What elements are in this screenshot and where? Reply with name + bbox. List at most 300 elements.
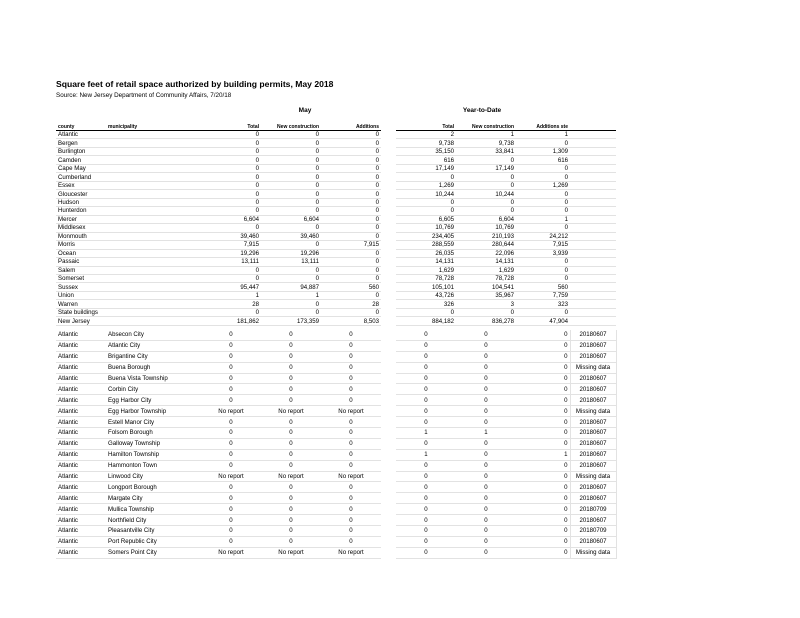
county-name: Gloucester bbox=[56, 190, 106, 198]
may-additions: 0 bbox=[321, 373, 381, 384]
municipality-row bbox=[56, 340, 616, 351]
report-status: 20180607 bbox=[570, 515, 616, 526]
municipality-name: Longport Borough bbox=[106, 482, 201, 493]
status-cell bbox=[570, 181, 616, 189]
county-name: Atlantic bbox=[56, 406, 106, 417]
spacer-cell bbox=[381, 460, 396, 471]
ytd-additions: 3,939 bbox=[516, 249, 570, 257]
ytd-total: 0 bbox=[396, 438, 456, 449]
may-additions: 0 bbox=[321, 139, 381, 147]
may-total: 0 bbox=[201, 181, 261, 189]
ytd-new-construction: 836,278 bbox=[456, 317, 516, 325]
may-total: 0 bbox=[201, 428, 261, 439]
spacer-cell bbox=[381, 471, 396, 482]
may-additions: 0 bbox=[321, 417, 381, 428]
county-name: Atlantic bbox=[56, 493, 106, 504]
county-name: State buildings bbox=[56, 308, 106, 316]
county-name: New Jersey bbox=[56, 317, 106, 325]
ytd-new-construction: 0 bbox=[456, 515, 516, 526]
ytd-additions: 0 bbox=[516, 173, 570, 181]
county-name: Atlantic bbox=[56, 395, 106, 406]
ytd-new-construction: 210,193 bbox=[456, 232, 516, 240]
spacer-cell bbox=[381, 232, 396, 240]
status-cell bbox=[570, 308, 616, 316]
ytd-new-construction: 0 bbox=[456, 207, 516, 215]
ytd-new-construction: 0 bbox=[456, 482, 516, 493]
ytd-new-construction: 1,629 bbox=[456, 266, 516, 274]
spacer-cell bbox=[381, 266, 396, 274]
county-name: Atlantic bbox=[56, 438, 106, 449]
municipality-row bbox=[56, 493, 616, 504]
report-status: Missing data bbox=[570, 406, 616, 417]
may-section-header: May bbox=[298, 107, 312, 114]
ytd-additions: 0 bbox=[516, 362, 570, 373]
status-cell bbox=[570, 173, 616, 181]
municipality-name: Hammonton Town bbox=[106, 460, 201, 471]
report-status: 20180607 bbox=[570, 482, 616, 493]
spacer-cell bbox=[381, 181, 396, 189]
county-name: Atlantic bbox=[56, 131, 106, 139]
report-status: 20180709 bbox=[570, 504, 616, 515]
municipality-name: Mullica Township bbox=[106, 504, 201, 515]
municipality-cell bbox=[106, 258, 201, 266]
ytd-total: 35,150 bbox=[396, 147, 456, 155]
may-total: 0 bbox=[201, 362, 261, 373]
report-status: Missing data bbox=[570, 471, 616, 482]
ytd-total: 0 bbox=[396, 515, 456, 526]
ytd-section-header: Year-to-Date bbox=[462, 107, 502, 114]
municipality-row bbox=[56, 536, 616, 547]
spacer-cell bbox=[381, 156, 396, 164]
ytd-additions: 47,904 bbox=[516, 317, 570, 325]
ytd-new-construction: 0 bbox=[456, 362, 516, 373]
may-new-construction: 0 bbox=[261, 330, 321, 340]
may-new-construction: 0 bbox=[261, 515, 321, 526]
may-new-construction: No report bbox=[261, 406, 321, 417]
municipality-name: Absecon City bbox=[106, 330, 201, 340]
may-total: 0 bbox=[201, 164, 261, 172]
col-ytd-new-header: New construction bbox=[456, 122, 516, 131]
may-new-construction: 0 bbox=[261, 536, 321, 547]
report-title: Square feet of retail space authorized by building permits, May 2018 bbox=[56, 79, 334, 89]
ytd-total: 0 bbox=[396, 482, 456, 493]
spacer-cell bbox=[381, 384, 396, 395]
spacer-cell bbox=[381, 249, 396, 257]
county-row bbox=[56, 164, 616, 172]
may-new-construction: 0 bbox=[261, 428, 321, 439]
may-new-construction: 0 bbox=[261, 224, 321, 232]
may-total: 0 bbox=[201, 147, 261, 155]
municipality-name: Estell Manor City bbox=[106, 417, 201, 428]
may-total: 0 bbox=[201, 274, 261, 282]
municipality-name: Margate City bbox=[106, 493, 201, 504]
col-may-total-header: Total bbox=[201, 122, 261, 131]
county-name: Bergen bbox=[56, 139, 106, 147]
county-name: Atlantic bbox=[56, 417, 106, 428]
ytd-total: 1 bbox=[396, 428, 456, 439]
municipality-name: Port Republic City bbox=[106, 536, 201, 547]
county-name: Warren bbox=[56, 300, 106, 308]
ytd-new-construction: 0 bbox=[456, 547, 516, 558]
county-row bbox=[56, 147, 616, 155]
may-additions: 0 bbox=[321, 207, 381, 215]
county-summary-table bbox=[56, 122, 616, 326]
municipality-row bbox=[56, 504, 616, 515]
report-status: 20180607 bbox=[570, 536, 616, 547]
may-total: 1 bbox=[201, 291, 261, 299]
may-total: 0 bbox=[201, 482, 261, 493]
may-additions: 0 bbox=[321, 438, 381, 449]
may-total: 0 bbox=[201, 449, 261, 460]
ytd-total: 0 bbox=[396, 417, 456, 428]
municipality-cell bbox=[106, 291, 201, 299]
may-additions: 0 bbox=[321, 504, 381, 515]
county-row bbox=[56, 258, 616, 266]
may-total: 0 bbox=[201, 395, 261, 406]
spacer-cell bbox=[381, 526, 396, 537]
ytd-additions: 0 bbox=[516, 330, 570, 340]
municipality-cell bbox=[106, 173, 201, 181]
may-total: 6,604 bbox=[201, 215, 261, 223]
status-cell bbox=[570, 198, 616, 206]
may-new-construction: 0 bbox=[261, 395, 321, 406]
county-name: Middlesex bbox=[56, 224, 106, 232]
col-ytd-total-header: Total bbox=[396, 122, 456, 131]
status-cell bbox=[570, 291, 616, 299]
may-total: 28 bbox=[201, 300, 261, 308]
may-new-construction: 0 bbox=[261, 241, 321, 249]
ytd-new-construction: 0 bbox=[456, 373, 516, 384]
county-row bbox=[56, 224, 616, 232]
ytd-additions: 0 bbox=[516, 482, 570, 493]
ytd-new-construction: 280,644 bbox=[456, 241, 516, 249]
municipality-name: Folsom Borough bbox=[106, 428, 201, 439]
spacer-cell bbox=[381, 317, 396, 325]
report-status: 20180607 bbox=[570, 395, 616, 406]
may-additions: 0 bbox=[321, 181, 381, 189]
municipality-name: Pleasantville City bbox=[106, 526, 201, 537]
ytd-new-construction: 1 bbox=[456, 131, 516, 139]
may-total: 0 bbox=[201, 308, 261, 316]
may-total: 0 bbox=[201, 173, 261, 181]
spacer-cell bbox=[381, 493, 396, 504]
may-new-construction: 173,359 bbox=[261, 317, 321, 325]
report-status: 20180607 bbox=[570, 449, 616, 460]
ytd-total: 0 bbox=[396, 362, 456, 373]
may-total: 39,460 bbox=[201, 232, 261, 240]
ytd-additions: 1 bbox=[516, 131, 570, 139]
ytd-new-construction: 10,244 bbox=[456, 190, 516, 198]
may-new-construction: 0 bbox=[261, 139, 321, 147]
ytd-total: 1,629 bbox=[396, 266, 456, 274]
municipality-row bbox=[56, 330, 616, 340]
ytd-total: 0 bbox=[396, 173, 456, 181]
ytd-new-construction: 0 bbox=[456, 417, 516, 428]
municipality-name: Atlantic City bbox=[106, 340, 201, 351]
ytd-total: 78,728 bbox=[396, 274, 456, 282]
county-name: Atlantic bbox=[56, 330, 106, 340]
ytd-additions: 0 bbox=[516, 471, 570, 482]
spacer-cell bbox=[381, 547, 396, 558]
county-row bbox=[56, 241, 616, 249]
municipality-name: Egg Harbor Township bbox=[106, 406, 201, 417]
report-status: 20180607 bbox=[570, 351, 616, 362]
county-name: Somerset bbox=[56, 274, 106, 282]
ytd-additions: 1,269 bbox=[516, 181, 570, 189]
status-cell bbox=[570, 317, 616, 325]
ytd-additions: 7,915 bbox=[516, 241, 570, 249]
may-additions: 0 bbox=[321, 395, 381, 406]
ytd-total: 0 bbox=[396, 373, 456, 384]
municipality-cell bbox=[106, 156, 201, 164]
municipality-name: Northfield City bbox=[106, 515, 201, 526]
ytd-additions: 0 bbox=[516, 460, 570, 471]
county-name: Morris bbox=[56, 241, 106, 249]
may-total: 0 bbox=[201, 373, 261, 384]
county-row bbox=[56, 198, 616, 206]
may-total: 0 bbox=[201, 536, 261, 547]
county-row bbox=[56, 274, 616, 282]
ytd-new-construction: 35,967 bbox=[456, 291, 516, 299]
ytd-total: 0 bbox=[396, 460, 456, 471]
may-additions: 0 bbox=[321, 190, 381, 198]
county-name: Atlantic bbox=[56, 428, 106, 439]
ytd-total: 0 bbox=[396, 406, 456, 417]
ytd-new-construction: 0 bbox=[456, 308, 516, 316]
county-row bbox=[56, 283, 616, 291]
spacer-cell bbox=[381, 362, 396, 373]
municipality-name: Egg Harbor City bbox=[106, 395, 201, 406]
spacer-cell bbox=[381, 224, 396, 232]
ytd-new-construction: 0 bbox=[456, 526, 516, 537]
spacer-cell bbox=[381, 300, 396, 308]
may-new-construction: 0 bbox=[261, 181, 321, 189]
municipality-row bbox=[56, 417, 616, 428]
ytd-total: 10,244 bbox=[396, 190, 456, 198]
spacer-cell bbox=[381, 417, 396, 428]
report-status: 20180607 bbox=[570, 330, 616, 340]
county-name: Atlantic bbox=[56, 536, 106, 547]
municipality-cell bbox=[106, 207, 201, 215]
ytd-new-construction: 0 bbox=[456, 504, 516, 515]
municipality-cell bbox=[106, 190, 201, 198]
may-total: 0 bbox=[201, 493, 261, 504]
col-county-header: county bbox=[56, 122, 106, 131]
county-row bbox=[56, 131, 616, 139]
ytd-total: 1,269 bbox=[396, 181, 456, 189]
spacer-cell bbox=[381, 173, 396, 181]
spacer-cell bbox=[381, 438, 396, 449]
may-new-construction: 0 bbox=[261, 340, 321, 351]
may-new-construction: 0 bbox=[261, 308, 321, 316]
ytd-additions: 0 bbox=[516, 547, 570, 558]
county-name: Atlantic bbox=[56, 515, 106, 526]
ytd-total: 0 bbox=[396, 395, 456, 406]
ytd-new-construction: 0 bbox=[456, 384, 516, 395]
ytd-new-construction: 78,728 bbox=[456, 274, 516, 282]
county-name: Atlantic bbox=[56, 460, 106, 471]
status-cell bbox=[570, 207, 616, 215]
may-total: 0 bbox=[201, 417, 261, 428]
county-name: Salem bbox=[56, 266, 106, 274]
ytd-additions: 24,212 bbox=[516, 232, 570, 240]
county-name: Atlantic bbox=[56, 373, 106, 384]
may-additions: 0 bbox=[321, 224, 381, 232]
ytd-new-construction: 3 bbox=[456, 300, 516, 308]
municipality-name: Brigantine City bbox=[106, 351, 201, 362]
county-row bbox=[56, 232, 616, 240]
county-row bbox=[56, 249, 616, 257]
may-additions: 0 bbox=[321, 362, 381, 373]
may-additions: 7,915 bbox=[321, 241, 381, 249]
report-status: 20180607 bbox=[570, 493, 616, 504]
ytd-additions: 0 bbox=[516, 351, 570, 362]
ytd-new-construction: 0 bbox=[456, 438, 516, 449]
may-new-construction: 0 bbox=[261, 351, 321, 362]
ytd-total: 288,559 bbox=[396, 241, 456, 249]
municipality-name: Corbin City bbox=[106, 384, 201, 395]
may-total: 0 bbox=[201, 330, 261, 340]
may-additions: 0 bbox=[321, 384, 381, 395]
county-name: Hudson bbox=[56, 198, 106, 206]
may-new-construction: 0 bbox=[261, 493, 321, 504]
county-row bbox=[56, 156, 616, 164]
spacer-cell bbox=[381, 330, 396, 340]
may-new-construction: 0 bbox=[261, 164, 321, 172]
spacer-cell bbox=[381, 308, 396, 316]
ytd-total: 0 bbox=[396, 198, 456, 206]
may-total: No report bbox=[201, 406, 261, 417]
county-name: Atlantic bbox=[56, 482, 106, 493]
county-name: Union bbox=[56, 291, 106, 299]
county-name: Burlington bbox=[56, 147, 106, 155]
municipality-row bbox=[56, 362, 616, 373]
may-additions: 0 bbox=[321, 428, 381, 439]
ytd-new-construction: 10,769 bbox=[456, 224, 516, 232]
status-cell bbox=[570, 241, 616, 249]
spacer-cell bbox=[381, 515, 396, 526]
ytd-new-construction: 0 bbox=[456, 493, 516, 504]
may-additions: 0 bbox=[321, 340, 381, 351]
municipality-row bbox=[56, 515, 616, 526]
may-new-construction: No report bbox=[261, 471, 321, 482]
may-total: 0 bbox=[201, 156, 261, 164]
county-name: Atlantic bbox=[56, 384, 106, 395]
county-name: Ocean bbox=[56, 249, 106, 257]
municipality-cell bbox=[106, 181, 201, 189]
ytd-total: 0 bbox=[396, 384, 456, 395]
may-new-construction: 0 bbox=[261, 300, 321, 308]
municipality-row bbox=[56, 438, 616, 449]
ytd-new-construction: 22,096 bbox=[456, 249, 516, 257]
spacer-cell bbox=[381, 215, 396, 223]
may-additions: 0 bbox=[321, 460, 381, 471]
may-new-construction: 0 bbox=[261, 147, 321, 155]
ytd-additions: 0 bbox=[516, 384, 570, 395]
may-additions: 0 bbox=[321, 131, 381, 139]
report-status: 20180607 bbox=[570, 373, 616, 384]
ytd-new-construction: 0 bbox=[456, 406, 516, 417]
ytd-new-construction: 0 bbox=[456, 395, 516, 406]
may-additions: 0 bbox=[321, 173, 381, 181]
may-new-construction: 0 bbox=[261, 198, 321, 206]
municipality-row bbox=[56, 351, 616, 362]
ytd-additions: 0 bbox=[516, 258, 570, 266]
may-additions: 0 bbox=[321, 351, 381, 362]
county-row bbox=[56, 173, 616, 181]
municipality-row bbox=[56, 547, 616, 558]
municipality-row bbox=[56, 482, 616, 493]
may-new-construction: 19,296 bbox=[261, 249, 321, 257]
ytd-additions: 0 bbox=[516, 526, 570, 537]
ytd-total: 17,149 bbox=[396, 164, 456, 172]
ytd-new-construction: 0 bbox=[456, 449, 516, 460]
may-new-construction: 0 bbox=[261, 131, 321, 139]
ytd-new-construction: 0 bbox=[456, 460, 516, 471]
may-new-construction: 0 bbox=[261, 207, 321, 215]
ytd-additions: 1 bbox=[516, 215, 570, 223]
may-total: 19,296 bbox=[201, 249, 261, 257]
may-additions: 0 bbox=[321, 156, 381, 164]
municipality-name: Somers Point City bbox=[106, 547, 201, 558]
ytd-new-construction: 14,131 bbox=[456, 258, 516, 266]
municipality-row bbox=[56, 373, 616, 384]
ytd-total: 1 bbox=[396, 449, 456, 460]
county-name: Atlantic bbox=[56, 526, 106, 537]
may-new-construction: 0 bbox=[261, 417, 321, 428]
ytd-total: 105,101 bbox=[396, 283, 456, 291]
ytd-additions: 0 bbox=[516, 340, 570, 351]
ytd-total: 326 bbox=[396, 300, 456, 308]
may-total: 0 bbox=[201, 340, 261, 351]
may-additions: No report bbox=[321, 471, 381, 482]
ytd-total: 0 bbox=[396, 493, 456, 504]
municipality-row bbox=[56, 384, 616, 395]
may-new-construction: 0 bbox=[261, 173, 321, 181]
may-additions: 0 bbox=[321, 198, 381, 206]
county-row bbox=[56, 207, 616, 215]
municipality-cell bbox=[106, 308, 201, 316]
municipality-name: Hamilton Township bbox=[106, 449, 201, 460]
may-additions: 0 bbox=[321, 215, 381, 223]
may-additions: 0 bbox=[321, 526, 381, 537]
col-municipality-header: municipality bbox=[106, 122, 201, 131]
ytd-additions: 323 bbox=[516, 300, 570, 308]
status-cell bbox=[570, 215, 616, 223]
may-additions: 0 bbox=[321, 291, 381, 299]
ytd-total: 0 bbox=[396, 536, 456, 547]
may-total: 0 bbox=[201, 351, 261, 362]
municipality-cell bbox=[106, 139, 201, 147]
municipality-cell bbox=[106, 147, 201, 155]
report-status: 20180607 bbox=[570, 460, 616, 471]
status-cell bbox=[570, 283, 616, 291]
may-additions: 0 bbox=[321, 258, 381, 266]
county-name: Camden bbox=[56, 156, 106, 164]
ytd-additions: 0 bbox=[516, 224, 570, 232]
may-new-construction: 0 bbox=[261, 362, 321, 373]
ytd-new-construction: 0 bbox=[456, 471, 516, 482]
municipality-name: Galloway Township bbox=[106, 438, 201, 449]
municipality-row bbox=[56, 526, 616, 537]
status-cell bbox=[570, 300, 616, 308]
spacer-cell bbox=[381, 207, 396, 215]
may-new-construction: 0 bbox=[261, 190, 321, 198]
county-name: Atlantic bbox=[56, 351, 106, 362]
municipality-cell bbox=[106, 283, 201, 291]
ytd-new-construction: 0 bbox=[456, 340, 516, 351]
spacer-cell bbox=[381, 504, 396, 515]
